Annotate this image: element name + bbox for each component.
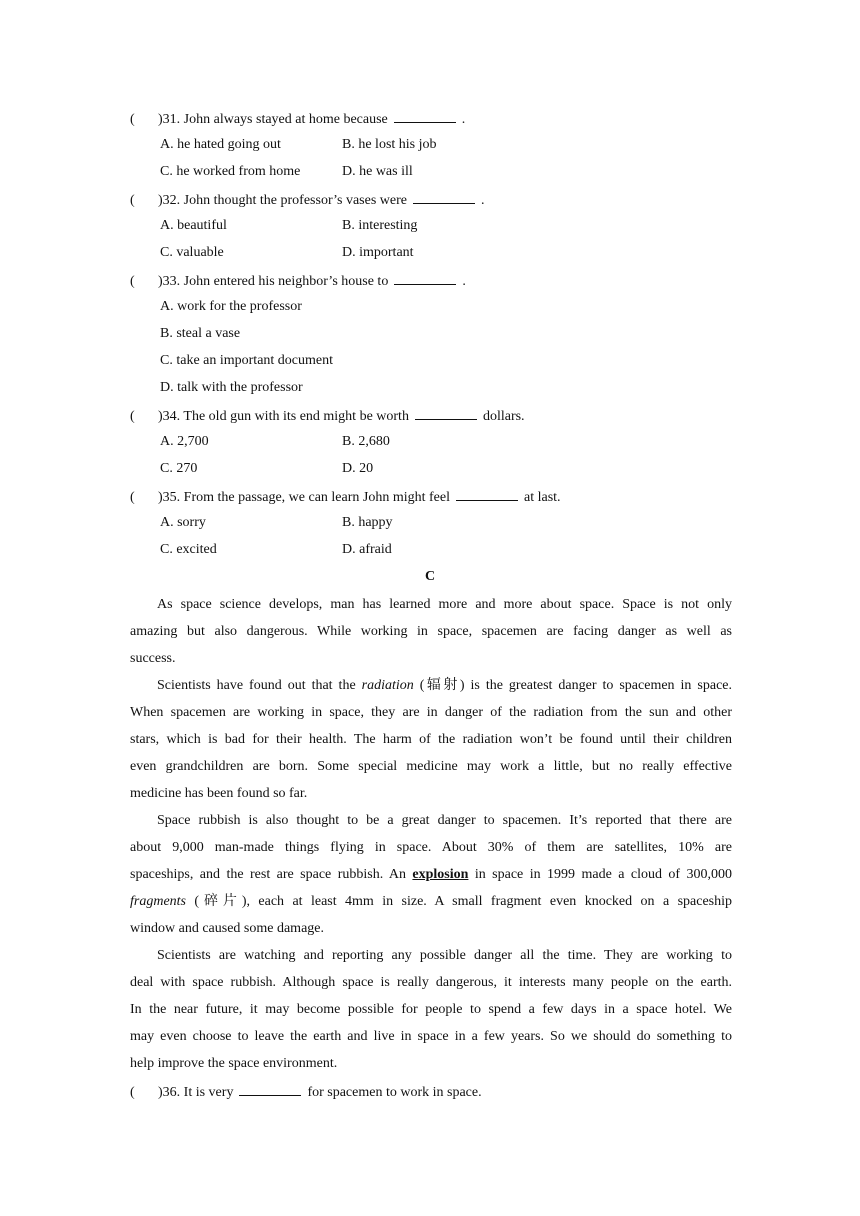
passage-paragraph-2 (130, 672, 732, 807)
option-31-c: C. he worked from home (160, 164, 301, 179)
option-33-a: A. work for the professor (160, 299, 302, 314)
paragraph-line: about 9,000 man-made things flying in space. About 30% of them are satellites, 10% are (130, 840, 732, 855)
option-34-b: B. 2,680 (342, 434, 390, 449)
answer-blank[interactable] (415, 407, 477, 420)
paragraph-line: Scientists are watching and reporting any possible danger all the time. They are working to (157, 948, 732, 963)
option-33-d: D. talk with the professor (160, 380, 303, 395)
question-stem-end: at last. (523, 490, 561, 505)
passage-paragraph-4 (130, 942, 732, 1077)
paragraph-line: stars, which is bad for their health. The harm of the radiation won’t be found until their children (130, 732, 732, 747)
option-34-c: C. 270 (160, 461, 198, 476)
answer-blank[interactable] (394, 272, 456, 285)
italic-term: fragments (130, 894, 186, 909)
passage-paragraph-1 (130, 591, 732, 672)
question-32 (130, 191, 484, 209)
paragraph-line: success. (130, 651, 176, 666)
text-run: (碎片), each at least 4mm in size. A small fragment even knocked on a spaceship (194, 894, 733, 909)
option-32-a: A. beautiful (160, 218, 227, 233)
answer-paren-close: ) (158, 1085, 163, 1100)
question-stem-end: . (480, 193, 485, 208)
question-stem: 31. John always stayed at home because (162, 112, 388, 127)
underlined-term: explosion (412, 867, 469, 882)
text-run: in space in 1999 made a cloud of 300,000 (474, 867, 732, 882)
question-stem: 33. John entered his neighbor’s house to (162, 274, 389, 289)
section-heading: C (424, 569, 436, 584)
option-35-a: A. sorry (160, 515, 206, 530)
option-35-c: C. excited (160, 542, 217, 557)
answer-paren-close: ) (158, 490, 163, 505)
paragraph-line: When spacemen are working in space, they are in danger of the radiation from the sun and other (130, 705, 732, 720)
option-33-c: C. take an important document (160, 353, 334, 368)
question-35 (130, 488, 561, 506)
paragraph-line (130, 672, 732, 699)
paragraph-line: Space rubbish is also thought to be a great danger to spacemen. It’s reported that there are (157, 813, 732, 828)
answer-paren-open: ( (130, 409, 135, 424)
answer-paren-close: ) (158, 193, 163, 208)
option-31-a: A. he hated going out (160, 137, 281, 152)
answer-blank[interactable] (239, 1083, 301, 1096)
paragraph-line: even grandchildren are born. Some special medicine may work a little, but no really effective (130, 759, 732, 774)
paragraph-line: window and caused some damage. (130, 921, 324, 936)
answer-paren-open: ( (130, 490, 135, 505)
answer-paren-open: ( (130, 274, 135, 289)
paragraph-line (130, 888, 732, 915)
question-31 (130, 110, 465, 128)
answer-paren-open: ( (130, 1085, 135, 1100)
text-run: Scientists have found out that the (157, 678, 356, 693)
text-run: (辐射) is the greatest danger to spacemen in space. (419, 678, 732, 693)
paragraph-line (130, 861, 732, 888)
question-stem-end: . (461, 112, 466, 127)
option-33-b: B. steal a vase (160, 326, 241, 341)
text-run: spaceships, and the rest are space rubbish. An (130, 867, 406, 882)
paragraph-line: As space science develops, man has learned more and more about space. Space is not only (157, 597, 732, 612)
question-34 (130, 407, 525, 425)
question-stem-end: for spacemen to work in space. (307, 1085, 482, 1100)
paragraph-line: In the near future, it may become possible for people to spend a few days in a space hotel. We (130, 1002, 732, 1017)
paragraph-line: amazing but also dangerous. While working in space, spacemen are facing danger as well as (130, 624, 732, 639)
question-stem-end: . (462, 274, 466, 289)
question-stem-end: dollars. (482, 409, 525, 424)
answer-paren-open: ( (130, 112, 135, 127)
option-32-d: D. important (342, 245, 414, 260)
paragraph-line: deal with space rubbish. Although space is really dangerous, it interests many people on the earth. (130, 975, 732, 990)
question-stem: 32. John thought the professor’s vases were (162, 193, 407, 208)
passage-paragraph-3 (130, 807, 732, 942)
italic-term: radiation (361, 678, 414, 693)
option-31-b: B. he lost his job (342, 137, 437, 152)
answer-blank[interactable] (413, 191, 475, 204)
question-36 (130, 1083, 482, 1101)
question-33 (130, 272, 466, 290)
option-32-c: C. valuable (160, 245, 224, 260)
option-31-d: D. he was ill (342, 164, 413, 179)
answer-paren-close: ) (158, 112, 163, 127)
answer-paren-open: ( (130, 193, 135, 208)
answer-paren-close: ) (158, 409, 163, 424)
option-35-d: D. afraid (342, 542, 392, 557)
answer-paren-close: ) (158, 274, 163, 289)
paragraph-line: help improve the space environment. (130, 1056, 338, 1071)
question-stem: 35. From the passage, we can learn John might feel (162, 490, 450, 505)
option-34-a: A. 2,700 (160, 434, 209, 449)
option-35-b: B. happy (342, 515, 393, 530)
answer-blank[interactable] (456, 488, 518, 501)
answer-blank[interactable] (394, 110, 456, 123)
paragraph-line: may even choose to leave the earth and live in space in a few years. So we should do something to (130, 1029, 732, 1044)
option-34-d: D. 20 (342, 461, 374, 476)
paragraph-line: medicine has been found so far. (130, 786, 308, 801)
question-stem: 34. The old gun with its end might be worth (162, 409, 409, 424)
option-32-b: B. interesting (342, 218, 418, 233)
question-stem: 36. It is very (162, 1085, 234, 1100)
